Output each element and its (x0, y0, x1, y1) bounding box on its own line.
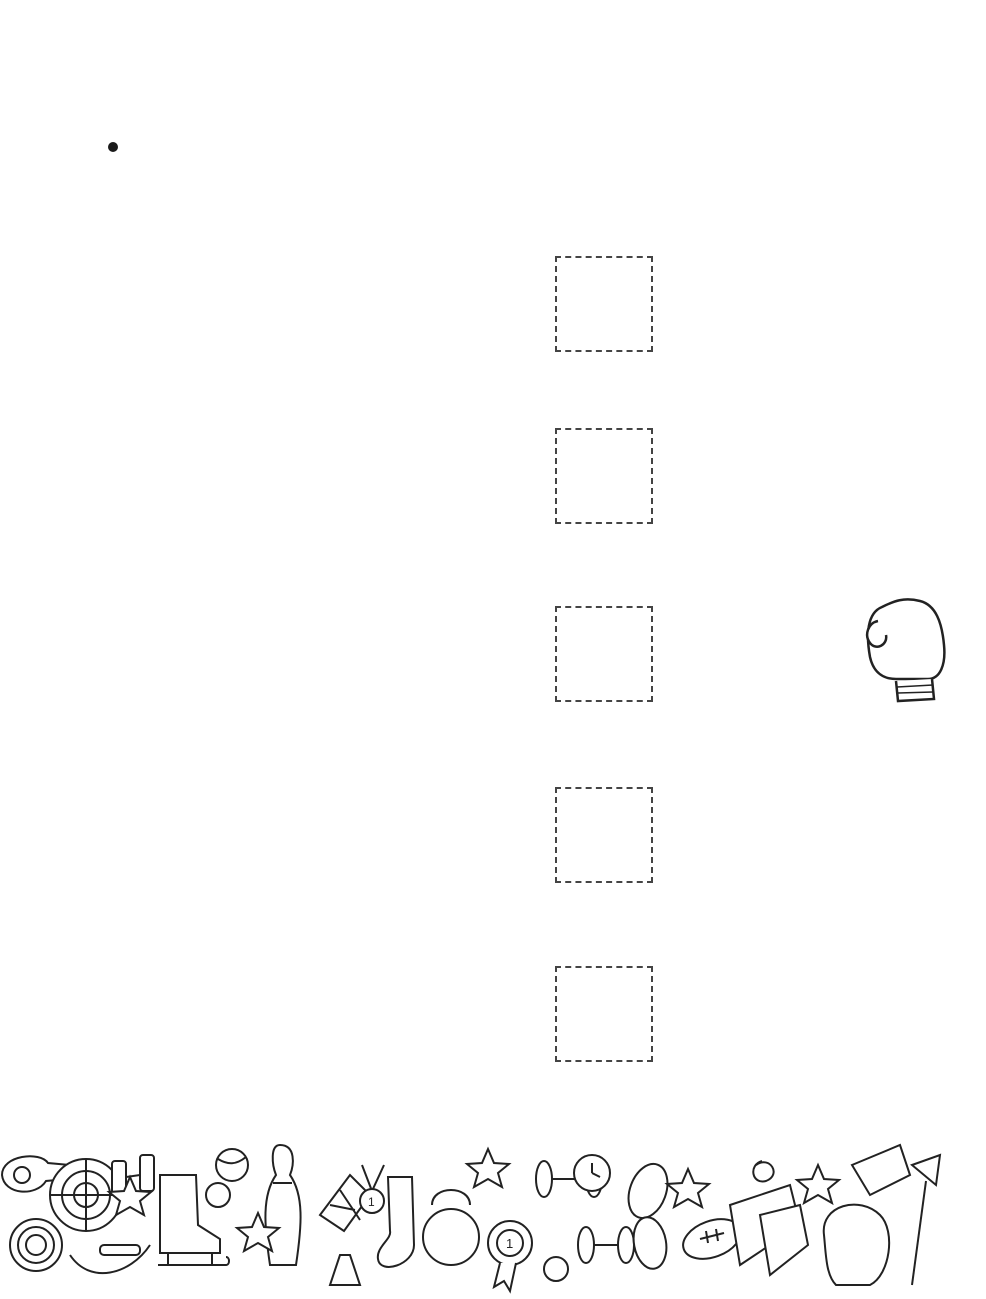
svg-text:1: 1 (368, 1195, 375, 1209)
answer-box[interactable] (555, 428, 653, 524)
fish-group-1 (130, 250, 280, 355)
dart-icon (912, 1155, 940, 1285)
jump-rope-icon (70, 1245, 150, 1273)
bullet-icon (108, 142, 118, 152)
fish-group-2 (365, 440, 505, 500)
footer-sport-doodles (0, 1135, 986, 1299)
fish-group-2 (295, 570, 505, 730)
glove-icon (824, 1205, 889, 1285)
svg-text:1: 1 (506, 1236, 514, 1251)
boxing-glove-icon (862, 595, 952, 710)
clock-icon (574, 1155, 610, 1191)
fish-group-2 (312, 760, 482, 885)
rosette-icon (488, 1221, 532, 1291)
fish-group-1 (122, 760, 292, 885)
flipper-icon (730, 1185, 808, 1275)
star-icon (797, 1165, 839, 1203)
sock-icon (378, 1177, 414, 1267)
kettlebell-icon (423, 1190, 479, 1265)
answer-box[interactable] (555, 606, 653, 702)
answer-box[interactable] (555, 787, 653, 883)
fish-group-1 (135, 945, 305, 1070)
fish-group-1 (120, 585, 270, 695)
tape-icon (10, 1219, 62, 1271)
fish-group-2 (350, 250, 500, 360)
fish-group-2 (350, 985, 500, 1045)
answer-box[interactable] (555, 256, 653, 352)
star-icon (467, 1149, 509, 1187)
ball-icon (206, 1149, 248, 1207)
answer-box[interactable] (555, 966, 653, 1062)
ribbon-icon (852, 1145, 910, 1195)
fish-group-1 (128, 395, 338, 525)
badminton-icon (320, 1175, 370, 1285)
ball-icon (544, 1257, 568, 1281)
swirl-icon (753, 1161, 773, 1182)
star-icon (667, 1169, 709, 1207)
